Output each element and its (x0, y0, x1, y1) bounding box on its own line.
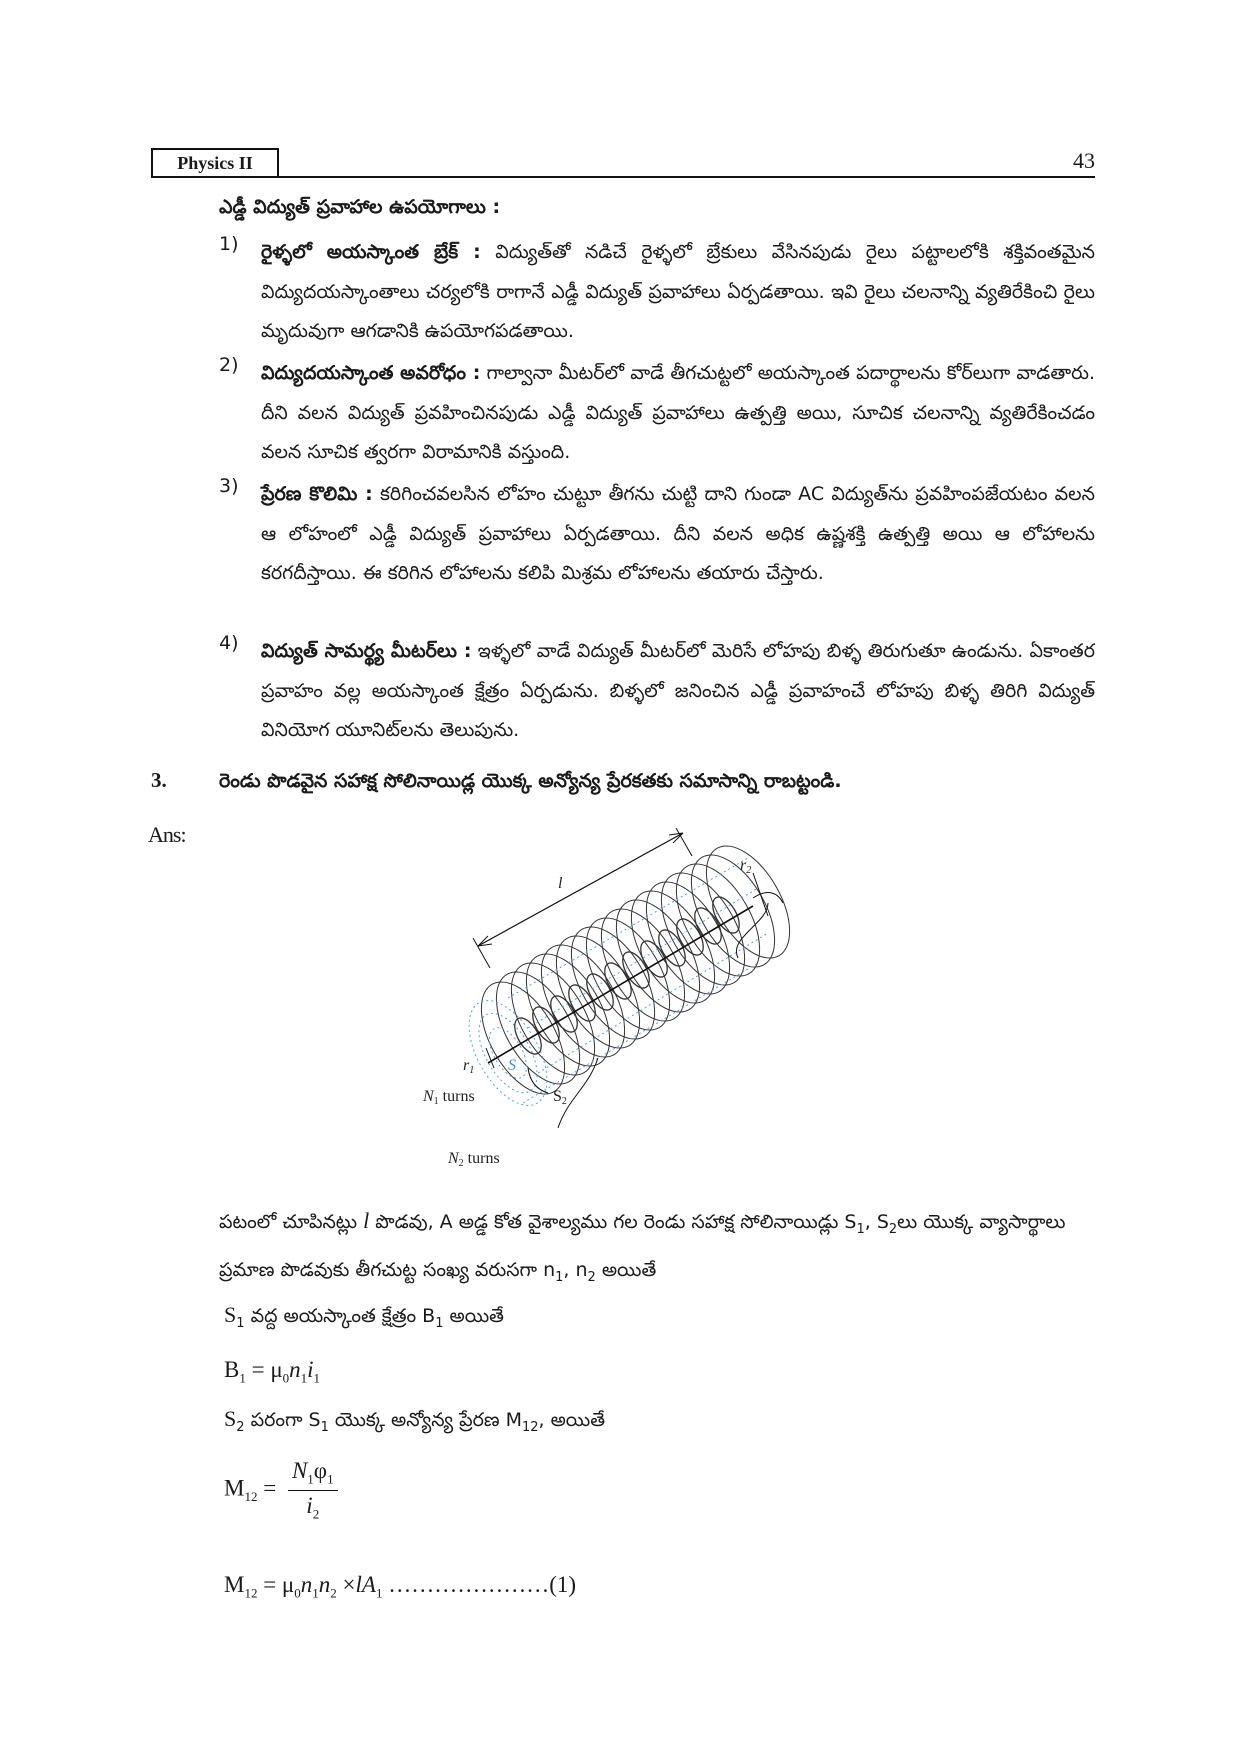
list-item (219, 354, 1095, 473)
s-label: S (508, 1057, 516, 1074)
item-number: 1) (219, 233, 239, 255)
equation-b1: $B_1 = \mu_0n_1i_1$ (224, 1357, 321, 1386)
item-title: విద్యుదయస్కాంత అవరోధం : (261, 362, 481, 384)
length-label: l (558, 875, 563, 892)
item-text: గాల్వానా మీటర్‌లో వాడే తీగచుట్టలో అయస్కాంత పదార్థాలను కోర్‌లుగా వాడతారు. దీని వలన విద్యుత్ ప్రవహించినపుడు ఎడ్డీ విద్యుత్ ప్రవాహాలు ఉత్పత్తి అయి, సూచిక చలనాన్ని వ్యతిరేకించడం వలన సూచిక త్వరగా విరామానికి వస్తుంది. (261, 362, 1095, 463)
n2-turns-label: N2 turns (448, 1150, 500, 1169)
subject-label: Physics II (151, 148, 279, 178)
r2-label: r2 (740, 857, 752, 876)
question-text: రెండు పొడవైన సహాక్ష సోలినాయిడ్ల యొక్క అన్యోన్య ప్రేరకతకు సమాసాన్ని రాబట్టండి. (219, 770, 842, 792)
mutual-induction-statement: $S_2$ పరంగా $S_1$ యొక్క అన్యోన్య ప్రేరణ $M_{12}$, అయితే (224, 1406, 606, 1435)
field-statement: $S_1$ వద్ద అయస్కాంత క్షేత్రం $B_1$ అయితే (224, 1302, 504, 1331)
item-text: కరిగించవలసిన లోహం చుట్టూ తీగను చుట్టి దాని గుండా AC విద్యుత్‌ను ప్రవహింపజేయటం వలన ఆ లోహంలో ఎడ్డీ విద్యుత్ ప్రవాహాలు ఏర్పడతాయి. దీని వలన అధిక ఉష్ణశక్తి ఉత్పత్తి అయి ఆ లోహాలను కరగదీస్తాయి. ఈ కరిగిన లోహాలను కలిపి మిశ్రమ లోహాలను తయారు చేస్తారు. (261, 483, 1095, 584)
question-number: 3. (151, 768, 167, 792)
list-item (219, 233, 1095, 352)
item-title: రైళ్ళలో అయస్కాంత బ్రేక్ : (261, 241, 481, 263)
answer-label: Ans: (148, 822, 186, 847)
item-number: 3) (219, 475, 239, 497)
list-item (219, 475, 1095, 594)
header-rule (151, 176, 1095, 178)
coaxial-solenoid-figure (423, 828, 848, 1188)
list-item (219, 632, 1095, 751)
n1-turns-label: N1 turns (423, 1088, 475, 1107)
s2-label: S2 (553, 1088, 567, 1107)
item-text: విద్యుత్‌తో నడిచే రైళ్ళలో బ్రేకులు వేసినపుడు రైలు పట్టాలలోకి శక్తివంతమైన విద్యుదయస్కాంతాలు చర్యలోకి రాగానే ఎడ్డీ విద్యుత్ ప్రవాహాలు ఏర్పడతాయి. ఇవి రైలు చలనాన్ని వ్యతిరేకించి రైలు మృదువుగా ఆగడానికి ఉపయోగపడతాయి. (261, 241, 1096, 342)
item-title: ప్రేరణ కొలిమి : (261, 483, 373, 505)
item-number: 4) (219, 632, 239, 654)
answer-paragraph: పటంలో చూపినట్లు l పొడవు, A అడ్డ కోత వైశాల్యము గల రెండు సహాక్ష సోలినాయిడ్లు $S_1$, $S_2లు$ యొక్క వ్యాసార్థాలు ప్రమాణ పొడవుకు తీగచుట్ట సంఖ్య వరుసగా $n_1$, $n_2$ అయితే (219, 1208, 1066, 1285)
item-title: విద్యుత్ సామర్థ్య మీటర్‌లు : (261, 640, 472, 662)
equation-m12-result: $M_{12} = \mu_0n_1n_2 \times lA_1$ …………………(1) (224, 1572, 577, 1601)
r1-label: r1 (463, 1057, 475, 1076)
item-text: ఇళ్ళలో వాడే విద్యుత్ మీటర్‌లో మెరిసే లోహపు బిళ్ళ తిరుగుతూ ఉండును. ఏకాంతర ప్రవాహం వల్ల అయస్కాంత క్షేత్రం ఏర్పడును. బిళ్ళలో జనించిన ఎడ్డీ ప్రవాహంచే లోహపు బిళ్ళ తిరిగి విద్యుత్ వినియోగ యూనిట్‌లను తెలుపును. (261, 640, 1095, 741)
page-number: 43 (1073, 148, 1095, 173)
equation-m12-fraction: $M_{12}$ = $\frac{N_1\varphi_1}{i_2}$ (224, 1458, 338, 1522)
item-number: 2) (219, 354, 239, 376)
section-heading: ఎడ్డీ విద్యుత్ ప్రవాహాల ఉపయోగాలు : (219, 196, 501, 218)
